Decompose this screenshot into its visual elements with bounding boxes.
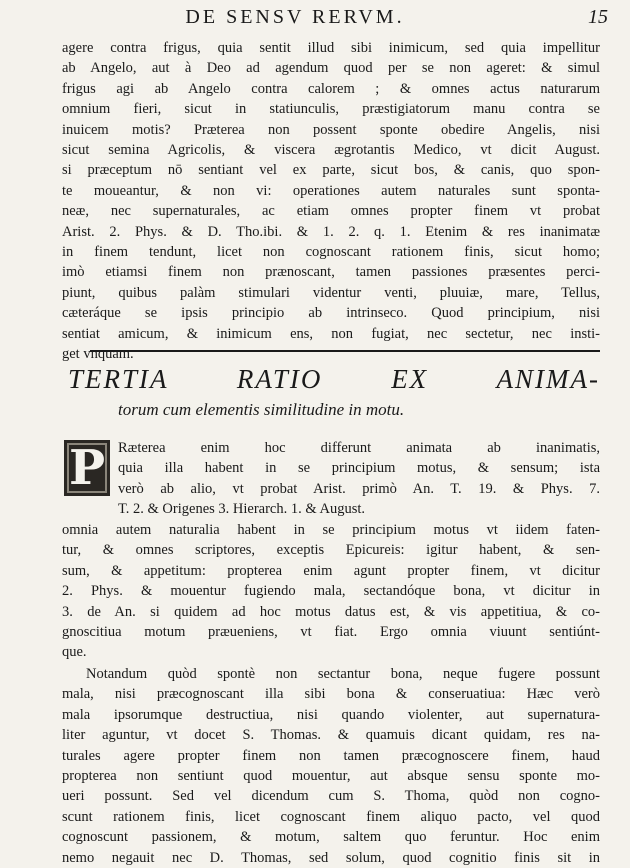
decorated-initial: P	[64, 440, 110, 496]
text-line: Ræterea enim hoc differunt animata ab inanimatis,	[118, 440, 600, 456]
text-line: si præceptum nō sentiant vel ex parte, sicut bos, & canis, quo spon-	[62, 162, 600, 179]
text-line: quia illa habent in se principium motus, & sensum; ista	[118, 460, 600, 477]
text-line: neæ, nec supernaturales, ac etiam omnes propter finem vt probat	[62, 203, 600, 220]
text-line: verò ab alio, vt probat Arist. primò An. T. 19. & Phys. 7.	[118, 480, 600, 497]
text-line: cæteráque se ipsis principio ab intrinseco. Quod principium, nisi	[62, 305, 600, 322]
text-line: in finem tendunt, licet non cognoscant rationem finis, sicut homo;	[62, 244, 600, 261]
text-line: omnia autem naturalia habent in se principium motus vt iidem faten-	[62, 522, 600, 538]
text-line: te moueantur, & non vi: operationes autem naturales sunt sponta-	[62, 182, 600, 199]
running-head: DE SENSV RERVM.	[185, 6, 405, 28]
text-line: gnoscitiua motum præueniens, vt fiat. Ergo omnia viuunt sentiúnt-	[62, 624, 600, 641]
text-line: sicut semina Agricolis, & viscera ægrotantis Medico, vt dicit August.	[62, 142, 600, 159]
page-number: 15	[588, 6, 608, 28]
section-divider	[90, 350, 600, 352]
text-line: ab Angelo, aut à Deo ad agendum quod per se non ageret: & simul	[62, 60, 600, 77]
text-line: 2. Phys. & mouentur fugiendo mala, sectandóque bona, vt dicitur in	[62, 583, 600, 600]
text-line: liter aguntur, vt docet S. Thomas. & quamuis dicant quidam, res na-	[62, 727, 600, 744]
text-line: ueri possunt. Sed vel dicendum cum S. Thoma, quòd non cogno-	[62, 788, 600, 805]
section-heading: TERTIA RATIO EX ANIMA-	[68, 364, 600, 394]
text-line: tur, & omnes scriptores, exceptis Epicureis: igitur habent, & sen-	[62, 542, 600, 559]
text-line: get vnquam.	[62, 346, 134, 363]
text-line: T. 2. & Origenes 3. Hierarch. 1. & August.	[118, 501, 365, 518]
text-line: mala, nisi præcognoscant illa sibi bona & conseruatiua: Hæc verò	[62, 686, 600, 703]
text-line: inuicem motis? Præterea non possent sponte obedire Angelis, nisi	[62, 121, 600, 138]
text-line: turales agere propter finem non tamen præcognoscere finem, haud	[62, 747, 600, 764]
paragraph-opening	[62, 520, 600, 663]
text-line: cognoscunt passionem, & motum, saltem quo feruntur. Hoc enim	[62, 829, 600, 846]
section-subheading: torum cum elementis similitudine in motu.	[118, 400, 405, 419]
text-line: que.	[62, 644, 87, 661]
text-line: sum, & appetitum: propterea enim agunt propter finem, vt dicitur	[62, 562, 600, 579]
text-line: agere contra frigus, quia sentit illud sibi inimicum, sed quia impellitur	[62, 40, 600, 56]
text-line: piunt, quibus palàm stimulari videntur venti, pluuiæ, mare, Tellus,	[62, 284, 600, 301]
text-line: 3. de An. si quidem ad hoc motus datus est, & vis appetitiua, & co-	[62, 603, 600, 620]
text-line: imò etiamsi finem non prænoscant, tamen passiones præsentes perci-	[62, 264, 600, 281]
paragraph-continuation	[62, 38, 600, 365]
text-line: omnium fieri, sicut in statiunculis, præstigiatorum manu contra se	[62, 101, 600, 118]
text-line: Notandum quòd spontè non sectantur bona, neque fugere possunt	[86, 666, 600, 682]
text-line: frigus agi ab Angelo contra calorem ; & omnes actus naturarum	[62, 80, 600, 97]
text-line: sentiat amicum, & inimicum ens, non fugiat, nec sectetur, nec insti-	[62, 325, 600, 342]
text-line: mala ipsorumque destructiua, nisi quando violenter, aut supernatura-	[62, 706, 600, 723]
paragraph-opening-indented	[118, 438, 600, 520]
text-line: nemo negauit nec D. Thomas, sed solum, quod cognitio finis sit in	[62, 849, 600, 866]
paragraph-notandum	[62, 664, 600, 868]
text-line: scunt rationem finis, licet cognoscant finem aliquo pacto, vel quod	[62, 808, 600, 825]
text-line: propterea non sentiunt quod mouentur, aut absque sensu sponte mo-	[62, 768, 600, 785]
text-line: Arist. 2. Phys. & D. Tho.ibi. & 1. 2. q. 1. Etenim & res inanimatæ	[62, 223, 600, 240]
